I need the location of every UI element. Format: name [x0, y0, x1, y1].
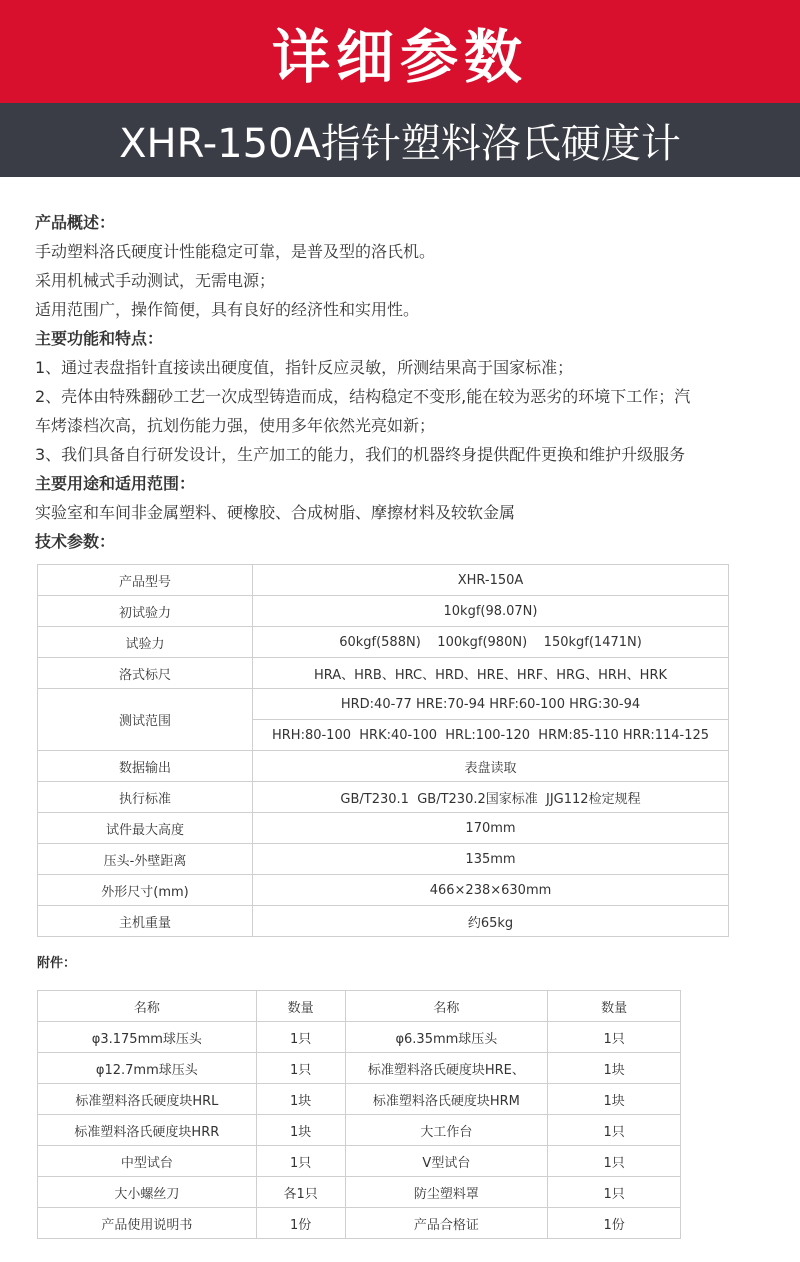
product-title: XHR-150A指针塑料洛氏硬度计 — [119, 120, 681, 167]
accessory-qty: 各1只 — [256, 1177, 345, 1208]
spec-value: 466×238×630mm — [253, 875, 729, 906]
spec-value: 60kgf(588N) 100kgf(980N) 150kgf(1471N) — [253, 627, 729, 658]
spec-value: HRA、HRB、HRC、HRD、HRE、HRF、HRG、HRH、HRK — [253, 658, 729, 689]
feature-line: 1、通过表盘指针直接读出硬度值，指针反应灵敏，所测结果高于国家标准； — [35, 358, 574, 377]
accessory-qty: 1只 — [256, 1053, 345, 1084]
spec-table — [37, 564, 729, 937]
spec-label: 产品型号 — [38, 565, 253, 596]
accessory-name: 标准塑料洛氏硬度块HRR — [38, 1115, 257, 1146]
accessory-qty: 1只 — [548, 1022, 681, 1053]
features-heading: 主要功能和特点： — [35, 329, 164, 348]
accessory-qty: 1只 — [548, 1177, 681, 1208]
accessory-name: 防尘塑料罩 — [345, 1177, 548, 1208]
accessory-name: 大工作台 — [345, 1115, 548, 1146]
spec-label: 数据输出 — [38, 751, 253, 782]
table-header-row — [38, 991, 681, 1022]
table-row — [38, 1022, 681, 1053]
spec-value: 表盘读取 — [253, 751, 729, 782]
column-header: 名称 — [38, 991, 257, 1022]
spec-value: 170mm — [253, 813, 729, 844]
table-row — [38, 627, 729, 658]
tech-heading: 技术参数： — [35, 532, 116, 551]
table-row — [38, 658, 729, 689]
accessories-table — [37, 990, 681, 1239]
accessory-qty: 1份 — [548, 1208, 681, 1239]
table-row — [38, 1177, 681, 1208]
page-title: 详细参数 — [271, 22, 528, 91]
accessory-name: 标准塑料洛氏硬度块HRM — [345, 1084, 548, 1115]
spec-value: 135mm — [253, 844, 729, 875]
table-row — [38, 782, 729, 813]
description-section — [35, 208, 785, 556]
spec-label: 外形尺寸(mm) — [38, 875, 253, 906]
spec-value: HRD:40-77 HRE:70-94 HRF:60-100 HRG:30-94 — [253, 689, 729, 720]
table-row — [38, 1115, 681, 1146]
spec-label: 测试范围 — [38, 689, 253, 751]
accessory-qty: 1块 — [256, 1115, 345, 1146]
subtitle-banner — [0, 103, 800, 177]
overview-line: 适用范围广，操作简便，具有良好的经济性和实用性。 — [35, 300, 420, 319]
accessory-name: 中型试台 — [38, 1146, 257, 1177]
feature-line: 2、壳体由特殊翻砂工艺一次成型铸造而成，结构稳定不变形,能在较为恶劣的环境下工作；汽 — [35, 387, 691, 406]
feature-line: 车烤漆档次高，抗划伤能力强，使用多年依然光亮如新； — [35, 416, 436, 435]
spec-label: 主机重量 — [38, 906, 253, 937]
usage-heading: 主要用途和适用范围： — [35, 474, 196, 493]
overview-line: 手动塑料洛氏硬度计性能稳定可靠，是普及型的洛氏机。 — [35, 242, 436, 261]
accessory-qty: 1份 — [256, 1208, 345, 1239]
table-row — [38, 1208, 681, 1239]
table-row — [38, 875, 729, 906]
spec-label: 压头-外壁距离 — [38, 844, 253, 875]
accessory-qty: 1只 — [256, 1146, 345, 1177]
table-row — [38, 751, 729, 782]
accessory-qty: 1只 — [256, 1022, 345, 1053]
spec-value: HRH:80-100 HRK:40-100 HRL:100-120 HRM:85-110 HRR:114-125 — [253, 720, 729, 751]
feature-line: 3、我们具备自行研发设计，生产加工的能力，我们的机器终身提供配件更换和维护升级服务 — [35, 445, 686, 464]
accessory-name: 标准塑料洛氏硬度块HRE、 — [345, 1053, 548, 1084]
table-row — [38, 689, 729, 720]
table-row — [38, 906, 729, 937]
table-row — [38, 596, 729, 627]
spec-label: 洛式标尺 — [38, 658, 253, 689]
accessory-name: 标准塑料洛氏硬度块HRL — [38, 1084, 257, 1115]
spec-value: 约65kg — [253, 906, 729, 937]
table-row — [38, 1084, 681, 1115]
table-row — [38, 1146, 681, 1177]
accessory-qty: 1块 — [256, 1084, 345, 1115]
spec-label: 执行标准 — [38, 782, 253, 813]
accessory-name: φ3.175mm球压头 — [38, 1022, 257, 1053]
accessory-qty: 1只 — [548, 1146, 681, 1177]
usage-line: 实验室和车间非金属塑料、硬橡胶、合成树脂、摩擦材料及较软金属 — [35, 503, 516, 522]
spec-label: 初试验力 — [38, 596, 253, 627]
table-row — [38, 1053, 681, 1084]
accessory-qty: 1只 — [548, 1115, 681, 1146]
spec-value: XHR-150A — [253, 565, 729, 596]
accessory-name: 产品使用说明书 — [38, 1208, 257, 1239]
table-row — [38, 844, 729, 875]
column-header: 名称 — [345, 991, 548, 1022]
spec-label: 试件最大高度 — [38, 813, 253, 844]
spec-value: GB/T230.1 GB/T230.2国家标准 JJG112检定规程 — [253, 782, 729, 813]
accessory-qty: 1块 — [548, 1084, 681, 1115]
accessory-name: 大小螺丝刀 — [38, 1177, 257, 1208]
accessory-qty: 1块 — [548, 1053, 681, 1084]
accessory-name: 产品合格证 — [345, 1208, 548, 1239]
accessory-name: V型试台 — [345, 1146, 548, 1177]
title-banner — [0, 0, 800, 103]
overview-line: 采用机械式手动测试，无需电源； — [35, 271, 276, 290]
spec-label: 试验力 — [38, 627, 253, 658]
column-header: 数量 — [548, 991, 681, 1022]
table-row — [38, 813, 729, 844]
table-row — [38, 565, 729, 596]
overview-heading: 产品概述： — [35, 213, 116, 232]
accessories-heading: 附件： — [37, 956, 77, 971]
accessory-name: φ12.7mm球压头 — [38, 1053, 257, 1084]
column-header: 数量 — [256, 991, 345, 1022]
accessory-name: φ6.35mm球压头 — [345, 1022, 548, 1053]
spec-value: 10kgf(98.07N) — [253, 596, 729, 627]
